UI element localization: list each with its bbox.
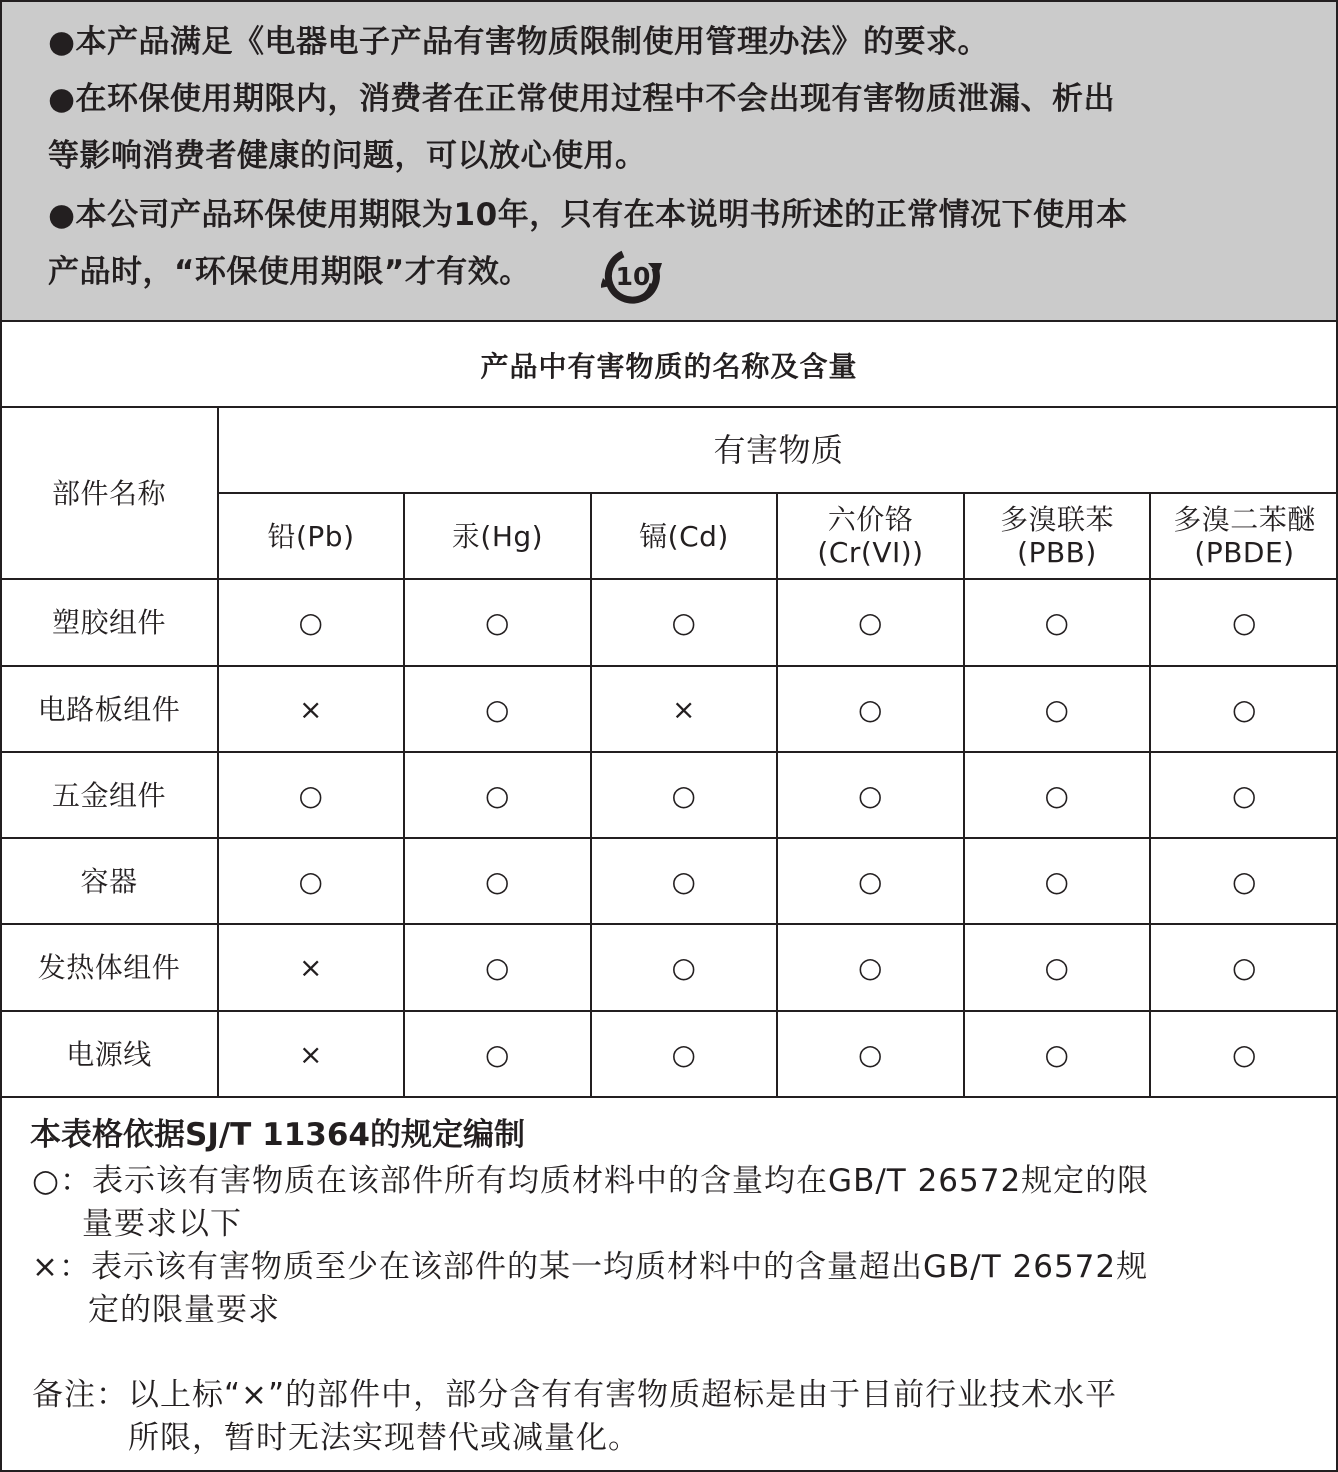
value-cell: ×: [299, 951, 323, 984]
substance-name: 汞(Hg): [451, 519, 544, 553]
table-rule-bottom: [0, 1096, 1338, 1098]
value-cell: ○: [298, 864, 324, 898]
value-cell: ○: [485, 951, 510, 984]
value-cell: ○: [858, 778, 883, 812]
value-cell: ○: [1232, 864, 1257, 898]
value-cell: ×: [299, 692, 323, 726]
notice-line-5: 产品时，“环保使用期限”才有效。: [48, 254, 531, 290]
value-cell: ○: [671, 864, 697, 898]
substance-name: 六价铬: [827, 503, 914, 536]
value-cell: ○: [858, 1037, 883, 1071]
value-cell: ○: [1044, 1037, 1070, 1071]
remark-line-2: 所限，暂时无法实现替代或减量化。: [128, 1420, 640, 1456]
value-cell: ○: [485, 864, 510, 898]
value-cell: ○: [858, 951, 883, 984]
remark-line-1: 备注：以上标“×”的部件中，部分含有有害物质超标是由于目前行业技术水平: [32, 1377, 1118, 1413]
notice-line-3: 等影响消费者健康的问题，可以放心使用。: [48, 138, 647, 174]
part-name-cell: 塑胶组件: [51, 606, 166, 639]
substance-symbol: (PBDE): [1194, 536, 1295, 569]
part-name-cell: 容器: [80, 864, 138, 898]
notice-line-2: ●在环保使用期限内，消费者在正常使用过程中不会出现有害物质泄漏、析出: [48, 81, 1116, 117]
substance-header-pb: [219, 494, 403, 578]
substance-header-hg: [405, 494, 590, 578]
substance-symbol: (Cr(VI)): [817, 536, 924, 569]
value-cell: ○: [1044, 864, 1070, 898]
circle-legend-line-1: ○：表示该有害物质在该部件所有均质材料中的含量均在GB/T 26572规定的限: [32, 1163, 1150, 1199]
eco-period-10-icon: [601, 244, 665, 308]
substance-name: 多溴联苯: [999, 503, 1114, 536]
value-cell: ○: [1232, 692, 1257, 726]
part-name-cell: 电源线: [66, 1037, 152, 1071]
hazardous-substance-header: 有害物质: [713, 430, 844, 469]
value-cell: ○: [1232, 1037, 1257, 1071]
cross-legend-line-2: 定的限量要求: [88, 1292, 280, 1328]
value-cell: ○: [671, 951, 697, 984]
value-cell: ○: [1044, 778, 1070, 812]
value-cell: ○: [1232, 951, 1257, 984]
value-cell: ○: [1044, 692, 1070, 726]
value-cell: ○: [1044, 606, 1070, 639]
value-cell: ×: [299, 1037, 323, 1071]
part-name-cell: 电路板组件: [37, 692, 181, 726]
value-cell: ○: [858, 864, 883, 898]
value-cell: ×: [672, 692, 696, 726]
value-cell: ○: [858, 606, 883, 639]
substance-header-pbb: [965, 494, 1149, 578]
notice-line-4: ●本公司产品环保使用期限为10年，只有在本说明书所述的正常情况下使用本: [48, 197, 1128, 233]
substance-header-cd: [592, 494, 776, 578]
environmental-notice: [0, 0, 1338, 322]
substance-name: 镉(Cd): [639, 519, 729, 553]
value-cell: ○: [485, 1037, 510, 1071]
circle-legend-line-2: 量要求以下: [82, 1206, 242, 1242]
substance-name: 多溴二苯醚: [1173, 503, 1316, 536]
table-title: 产品中有害物质的名称及含量: [480, 350, 858, 383]
substance-header-pbde: [1151, 494, 1338, 578]
value-cell: ○: [671, 778, 697, 812]
substance-header-cr6: [778, 494, 963, 578]
value-cell: ○: [858, 692, 883, 726]
value-cell: ○: [298, 778, 324, 812]
part-name-header: 部件名称: [51, 476, 166, 510]
value-cell: ○: [1232, 606, 1257, 639]
value-cell: ○: [485, 692, 510, 726]
notice-line-1: ●本产品满足《电器电子产品有害物质限制使用管理办法》的要求。: [48, 24, 990, 60]
eco-mark-number: 10: [615, 262, 651, 291]
substance-symbol: (PBB): [1017, 536, 1097, 569]
value-cell: ○: [1232, 778, 1257, 812]
value-cell: ○: [671, 606, 697, 639]
part-name-cell: 五金组件: [51, 778, 166, 812]
cross-legend-line-1: ×：表示该有害物质至少在该部件的某一均质材料中的含量超出GB/T 26572规: [32, 1249, 1149, 1285]
value-cell: ○: [671, 1037, 697, 1071]
value-cell: ○: [485, 778, 510, 812]
part-name-cell: 发热体组件: [37, 951, 181, 984]
value-cell: ○: [485, 606, 510, 639]
standard-basis: 本表格依据SJ/T 11364的规定编制: [30, 1117, 525, 1153]
value-cell: ○: [298, 606, 324, 639]
substance-name: 铅(Pb): [267, 519, 355, 553]
value-cell: ○: [1044, 951, 1070, 984]
